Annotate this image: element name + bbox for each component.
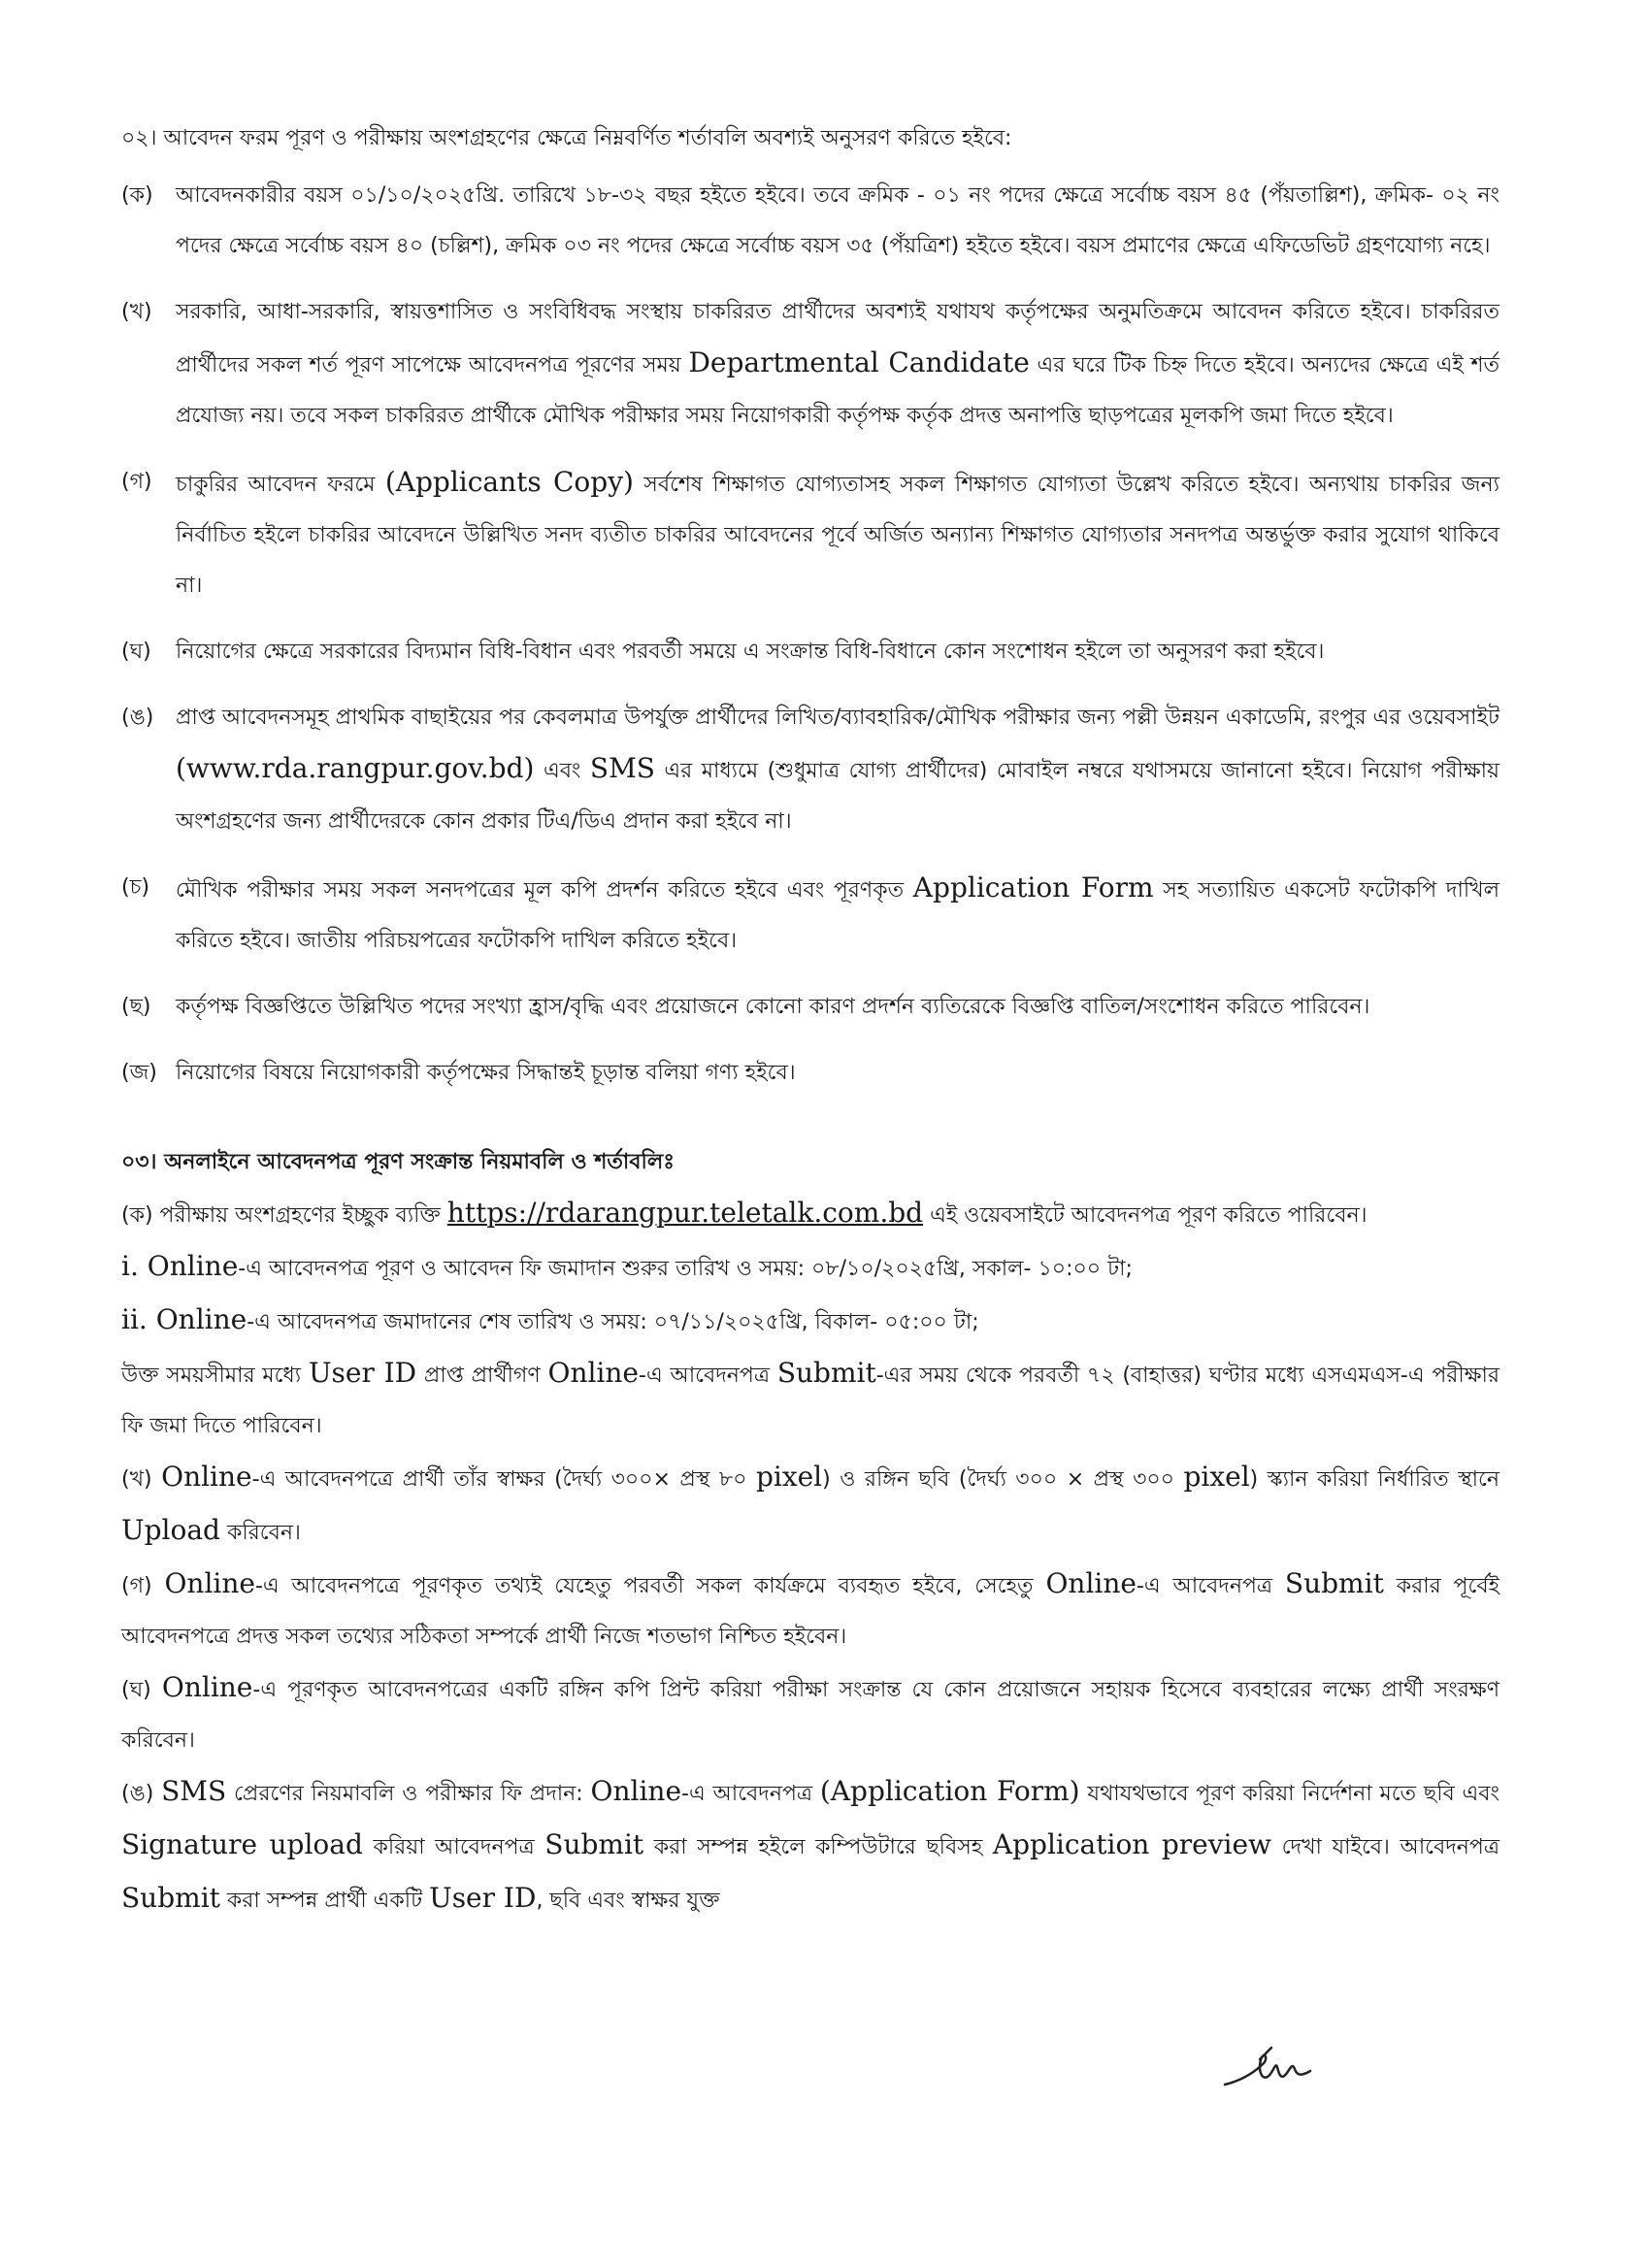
clause-3-ii	[121, 1295, 1500, 1348]
clause-text-part: এর ঘরে টিক চিহ্ন দিতে হইবে। অন্যদের ক্ষেত্রে এই শর্ত প্রযোজ্য নয়। তবে সকল চাকরিরত প্রার্থীকে মৌখিক পরীক্ষার সময় নিয়োগকারী কর্তৃপক্ষ কর্তৃক প্রদত্ত অনাপত্তি ছাড়পত্রের মূলকপি জমা দিতে হইবে।	[176, 353, 1500, 428]
clause-english-term: User ID	[308, 1357, 417, 1389]
clause-3-nga	[121, 1766, 1500, 1926]
clause-text-part: -এ আবেদনপত্র	[639, 1364, 771, 1388]
clause-english-term: (Applicants Copy)	[384, 466, 634, 498]
clause-3-gha	[121, 1662, 1500, 1766]
clause-3-kha	[121, 1452, 1500, 1559]
clause-english-term: Submit	[1284, 1567, 1384, 1599]
clause-text-part: করিয়া আবেদনপত্র	[373, 1835, 535, 1859]
clause-english-term: Departmental Candidate	[688, 346, 1030, 378]
clause-english-term: Online	[164, 1567, 255, 1599]
clause-text-part: (খ)	[121, 1467, 152, 1492]
clause-english-term: Online	[590, 1775, 682, 1807]
clause-text-part: করা সম্পন্ন হইলে কম্পিউটারে ছবিসহ	[653, 1835, 983, 1859]
clause-text	[176, 863, 1500, 967]
clause-chha	[121, 982, 1500, 1033]
clause-english-term: Application preview	[992, 1828, 1272, 1860]
clause-english-term: SMS	[589, 752, 655, 784]
teletalk-url-link[interactable]: https://rdarangpur.teletalk.com.bd	[446, 1197, 924, 1229]
document-content	[121, 124, 1500, 1926]
clause-text-part: ) ও রঙ্গিন ছবি (দৈর্ঘ্য ৩০০ × প্রস্থ ৩০০	[822, 1467, 1174, 1492]
clause-3-ka	[121, 1188, 1500, 1241]
clause-ka	[121, 171, 1500, 272]
clause-text	[176, 457, 1500, 611]
clause-text-part: করা সম্পন্ন প্রার্থী একটি	[226, 1889, 423, 1913]
website-link[interactable]: (www.rda.rangpur.gov.bd)	[176, 752, 535, 784]
clause-marker: (গ)	[121, 470, 152, 494]
clause-english-term: Upload	[121, 1514, 220, 1546]
clause-text-part: (ক) পরীক্ষায় অংশগ্রহণের ইচ্ছুক ব্যক্তি	[121, 1203, 441, 1228]
clause-3-ga	[121, 1559, 1500, 1662]
clause-text-part: (ঙ)	[121, 1782, 154, 1806]
clause-marker: (ক)	[121, 183, 153, 208]
clause-text-part: -এ আবেদনপত্র জমাদানের শেষ তারিখ ও সময়: ০৭/১১/২০২৫খ্রি, বিকাল- ০৫:০০ টা;	[247, 1310, 979, 1334]
clause-english-term: Application Form	[912, 871, 1154, 904]
clause-text-part: সরকারি, আধা-সরকারি, স্বায়ত্তশাসিত ও সংবিধিবদ্ধ সংস্থায় চাকরিরত প্রার্থীদের অবশ্যই যথাযথ কর্তৃপক্ষের অনুমতিক্রমে আবেদন করিতে হইবে। চাকরিরত প্রার্থীদের সকল শর্ত পূরণ সাপেক্ষে আবেদনপত্র পূরণের সময়	[176, 300, 1500, 378]
clause-english-term: SMS	[161, 1775, 227, 1807]
clause-english-term: Submit	[776, 1357, 876, 1389]
clause-english-term: Online	[1045, 1567, 1137, 1599]
clause-english-term: Signature upload	[121, 1828, 363, 1860]
clause-text-part: এবং	[543, 759, 581, 783]
clause-text-part: -এ আবেদনপত্রে পূরণকৃত তথ্যই যেহেতু পরবর্তী সকল কার্যক্রমে ব্যবহৃত হইবে, সেহেতু	[254, 1574, 1034, 1598]
clause-text-part: প্রাপ্ত প্রার্থীগণ	[423, 1364, 541, 1388]
clause-marker: (চ)	[121, 875, 150, 900]
clause-text-part: চাকুরির আবেদন ফরমে	[176, 473, 376, 497]
clause-text: নিয়োগের ক্ষেত্রে সরকারের বিদ্যমান বিধি-বিধান এবং পরবর্তী সময়ে এ সংক্রান্ত বিধি-বিধানে কোন সংশোধন হইলে তা অনুসরণ করা হইবে।	[176, 640, 1325, 664]
clause-text-part: করার পূর্বেই আবেদনপত্রে প্রদত্ত সকল তথ্যের সঠিকতা সম্পর্কে প্রার্থী নিজে শতভাগ নিশ্চিত হইবেন।	[121, 1574, 1500, 1649]
clause-text-part: প্রাপ্ত আবেদনসমূহ প্রাথমিক বাছাইয়ের পর কেবলমাত্র উপর্যুক্ত প্রার্থীদের লিখিত/ব্যাবহারিক/মৌখিক পরীক্ষার জন্য পল্লী উন্নয়ন একাডেমি, রংপুর এর ওয়েবসাইট	[176, 706, 1500, 730]
clause-cha	[121, 863, 1500, 967]
clause-text-part: প্রেরণের নিয়মাবলি ও পরীক্ষার ফি প্রদান:	[233, 1782, 583, 1806]
clause-text-part: -এ আবেদনপত্র	[1136, 1574, 1273, 1598]
section-2-title: ০২। আবেদন ফরম পূরণ ও পরীক্ষায় অংশগ্রহণের ক্ষেত্রে নিম্নবর্ণিত শর্তাবলি অবশ্যই অনুসরণ করিতে হইবে:	[121, 126, 1012, 150]
clause-text: আবেদনকারীর বয়স ০১/১০/২০২৫খ্রি. তারিখে ১৮-৩২ বছর হইতে হইবে। তবে ক্রমিক - ০১ নং পদের ক্ষেত্রে সর্বোচ্চ বয়স ৪৫ (পঁয়তাল্লিশ), ক্রমিক- ০২ নং পদের ক্ষেত্রে সর্বোচ্চ বয়স ৪০ (চল্লিশ), ক্রমিক ০৩ নং পদের ক্ষেত্রে সর্বোচ্চ বয়স ৩৫ (পঁয়ত্রিশ) হইতে হইবে। বয়স প্রমাণের ক্ষেত্রে এফিডেভিট গ্রহণযোগ্য নহে।	[176, 183, 1500, 258]
clause-english-term: Online	[547, 1357, 639, 1389]
signature-icon	[1221, 2038, 1318, 2096]
clause-text-part: যথাযথভাবে পূরণ করিয়া নির্দেশনা মতে ছবি এবং	[1087, 1782, 1500, 1806]
clause-english-term: Online	[161, 1671, 253, 1703]
clause-ga	[121, 457, 1500, 611]
clause-english-term: Online	[161, 1461, 252, 1493]
clause-text-part: (ঘ)	[121, 1678, 151, 1702]
clause-marker: (জ)	[121, 1061, 157, 1085]
clause-english-term: Submit	[544, 1828, 644, 1860]
clause-english-term: ii. Online	[121, 1303, 247, 1335]
clause-english-term: i. Online	[121, 1250, 239, 1282]
section-3-title: ০৩। অনলাইনে আবেদনপত্র পূরণ সংক্রান্ত নিয়মাবলি ও শর্তাবলিঃ	[121, 1150, 675, 1174]
clause-english-term: pixel	[1183, 1461, 1250, 1493]
clause-text-part: -এ আবেদনপত্রে প্রার্থী তাঁর স্বাক্ষর (দৈর্ঘ্য ৩০০× প্রস্থ ৮০	[251, 1467, 747, 1492]
clause-gha	[121, 627, 1500, 677]
clause-ja	[121, 1048, 1500, 1099]
clause-3-note	[121, 1348, 1500, 1452]
clause-text-part: করিবেন।	[226, 1521, 301, 1545]
clause-text	[176, 287, 1500, 442]
clause-marker: (ঙ)	[121, 706, 154, 730]
clause-text-part: সর্বশেষ শিক্ষাগত যোগ্যতাসহ সকল শিক্ষাগত যোগ্যতা উল্লেখ করিতে হইবে। অন্যথায় চাকরির জন্য নির্বাচিত হইলে চাকরির আবেদনে উল্লিখিত সনদ ব্যতীত চাকরির আবেদনের পূর্বে অর্জিত অন্যান্য শিক্ষাগত যোগ্যতার সনদপত্র অন্তর্ভুক্ত করার সুযোগ থাকিবে না।	[176, 473, 1500, 598]
clause-text-part: , ছবি এবং স্বাক্ষর যুক্ত	[536, 1889, 720, 1913]
clause-marker: (খ)	[121, 300, 152, 324]
clause-text-part: -এ পূরণকৃত আবেদনপত্রের একটি রঙ্গিন কপি প্রিন্ট করিয়া পরীক্ষা সংক্রান্ত যে কোন প্রয়োজনে সহায়ক হিসেবে ব্যবহারের লক্ষ্যে প্রার্থী সংরক্ষণ করিবেন।	[121, 1678, 1500, 1753]
clause-text-part: উক্ত সময়সীমার মধ্যে	[121, 1364, 302, 1388]
clause-text-part: (গ)	[121, 1574, 152, 1598]
clause-text: নিয়োগের বিষয়ে নিয়োগকারী কর্তৃপক্ষের সিদ্ধান্তই চূড়ান্ত বলিয়া গণ্য হইবে।	[176, 1061, 796, 1085]
clause-text-part: -এর সময় থেকে পরবর্তী ৭২ (বাহাত্তর) ঘণ্টার মধ্যে এসএমএস-এ পরীক্ষার ফি জমা দিতে পারিবেন।	[121, 1364, 1500, 1438]
clause-text: কর্তৃপক্ষ বিজ্ঞপ্তিতে উল্লিখিত পদের সংখ্যা হ্রাস/বৃদ্ধি এবং প্রয়োজনে কোনো কারণ প্রদর্শন ব্যতিরেকে বিজ্ঞপ্তি বাতিল/সংশোধন করিতে পারিবেন।	[176, 995, 1370, 1019]
clause-text-part: এই ওয়েবসাইটে আবেদনপত্র পূরণ করিতে পারিবেন।	[930, 1203, 1368, 1228]
clause-3-i	[121, 1241, 1500, 1295]
clause-english-term: User ID	[429, 1882, 537, 1914]
clause-english-term: Submit	[121, 1882, 220, 1914]
clause-text-part: -এ আবেদনপত্র	[681, 1782, 813, 1806]
clause-kha	[121, 287, 1500, 442]
clause-text-part: ) স্ক্যান করিয়া নির্ধারিত স্থানে	[1249, 1467, 1500, 1492]
clause-marker: (ঘ)	[121, 640, 151, 664]
clause-marker: (ছ)	[121, 995, 151, 1019]
clause-text-part: দেখা যাইবে। আবেদনপত্র	[1281, 1835, 1500, 1859]
clause-nga	[121, 693, 1500, 847]
clause-english-term: pixel	[755, 1461, 823, 1493]
clause-text-part: এর মাধ্যমে (শুধুমাত্র যোগ্য প্রার্থীদের) মোবাইল নম্বরে যথাসময়ে জানানো হইবে। নিয়োগ পরীক্ষায় অংশগ্রহণের জন্য প্রার্থীদেরকে কোন প্রকার টিএ/ডিএ প্রদান করা হইবে না।	[176, 759, 1500, 834]
clause-english-term: (Application Form)	[819, 1775, 1080, 1807]
clause-text-part: -এ আবেদনপত্র পূরণ ও আবেদন ফি জমাদান শুরুর তারিখ ও সময়: ০৮/১০/২০২৫খ্রি, সকাল- ১০:০০ টা;	[238, 1257, 1133, 1281]
clause-text	[176, 693, 1500, 847]
clause-text-part: সহ সত্যায়িত একসেট ফটোকপি দাখিল করিতে হইবে। জাতীয় পরিচয়পত্রের ফটোকপি দাখিল করিতে হইবে।	[176, 878, 1500, 953]
clause-text-part: মৌখিক পরীক্ষার সময় সকল সনদপত্রের মূল কপি প্রদর্শন করিতে হইবে এবং পূরণকৃত	[176, 878, 905, 903]
